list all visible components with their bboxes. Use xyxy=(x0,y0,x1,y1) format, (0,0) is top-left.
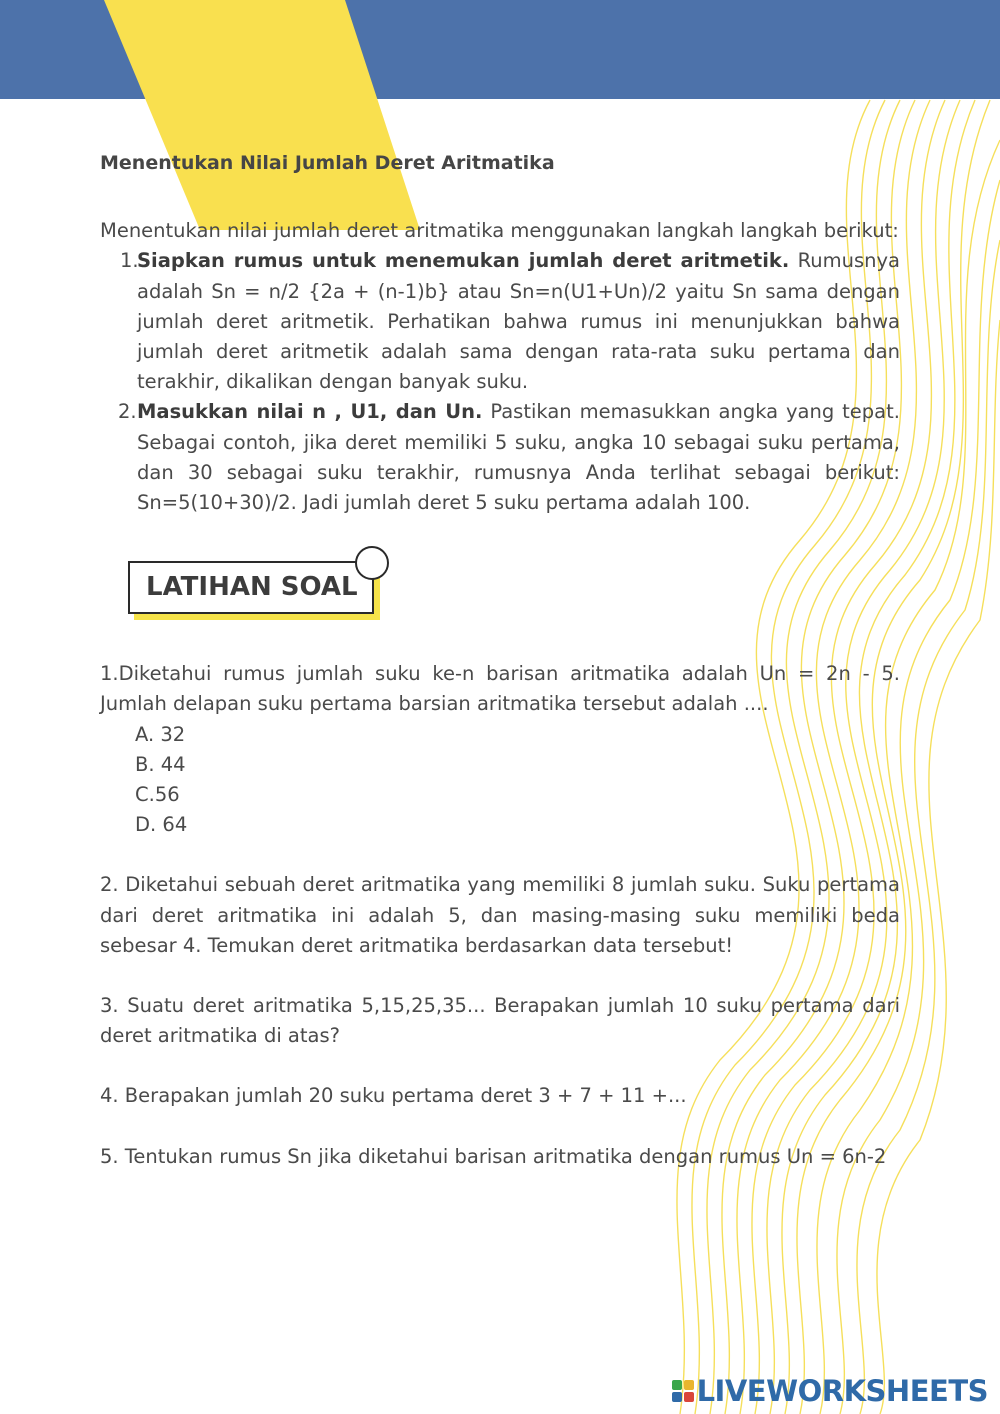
page-title: Menentukan Nilai Jumlah Deret Aritmatika xyxy=(100,152,555,174)
question-1: 1.Diketahui rumus jumlah suku ke-n barisan aritmatika adalah Un = 2n - 5. Jumlah delapan suku pertama barsian aritmatika tersebut adalah .... xyxy=(100,662,900,716)
option-b[interactable]: B. 44 xyxy=(135,752,186,776)
question-1-options xyxy=(100,720,900,841)
option-a[interactable]: A. 32 xyxy=(135,722,186,746)
question-2: 2. Diketahui sebuah deret aritmatika yang memiliki 8 jumlah suku. Suku pertama dari deret aritmatika ini adalah 5, dan masing-masing suku memiliki beda sebesar 4. Temukan deret aritmatika berdasarkan data tersebut! xyxy=(100,873,900,957)
steps-list xyxy=(100,246,900,518)
document-body xyxy=(100,148,900,1172)
option-c[interactable]: C.56 xyxy=(135,783,180,807)
liveworksheets-logo[interactable] xyxy=(672,1373,988,1409)
option-d[interactable]: D. 64 xyxy=(135,813,188,837)
circle-decoration xyxy=(355,546,389,580)
step-item xyxy=(100,246,900,397)
section-label-box xyxy=(128,561,374,614)
step-number: 2. xyxy=(118,400,137,424)
section-label-wrap xyxy=(100,552,900,632)
section-label: LATIHAN SOAL xyxy=(146,572,358,603)
step-text: Rumusnya adalah Sn = n/2 {2a + (n-1)b} atau Sn=n(U1+Un)/2 yaitu Sn sama dengan jumlah deret aritmetik. Perhatikan bahwa rumus ini menunjukkan bahwa jumlah deret aritmetik adalah sama dengan rata-rata suku pertama dan terakhir, dikalikan dengan banyak suku. xyxy=(137,249,901,394)
question-3: 3. Suatu deret aritmatika 5,15,25,35... Berapakan jumlah 10 suku pertama dari deret aritmatika di atas? xyxy=(100,994,900,1048)
question-4: 4. Berapakan jumlah 20 suku pertama deret 3 + 7 + 11 +... xyxy=(100,1084,687,1108)
question-5: 5. Tentukan rumus Sn jika diketahui barisan aritmatika dengan rumus Un = 6n-2 xyxy=(100,1144,887,1168)
brand-name: LIVEWORKSHEETS xyxy=(696,1374,988,1408)
intro-paragraph: Menentukan nilai jumlah deret aritmatika menggunakan langkah langkah berikut: xyxy=(100,219,899,243)
step-heading: Masukkan nilai n , U1, dan Un. xyxy=(137,400,483,424)
step-text: Pastikan memasukkan angka yang tepat. Sebagai contoh, jika deret memiliki 5 suku, angka 10 sebagai suku pertama, dan 30 sebagai suku terakhir, rumusnya Anda terlihat sebagai berikut: Sn=5(10+30)/2. Jadi jumlah deret 5 suku pertama adalah 100. xyxy=(137,400,900,515)
step-heading: Siapkan rumus untuk menemukan jumlah deret aritmetik. xyxy=(137,249,790,273)
step-number: 1. xyxy=(120,249,139,273)
brand-grid-icon xyxy=(672,1380,694,1402)
step-item xyxy=(100,397,900,518)
